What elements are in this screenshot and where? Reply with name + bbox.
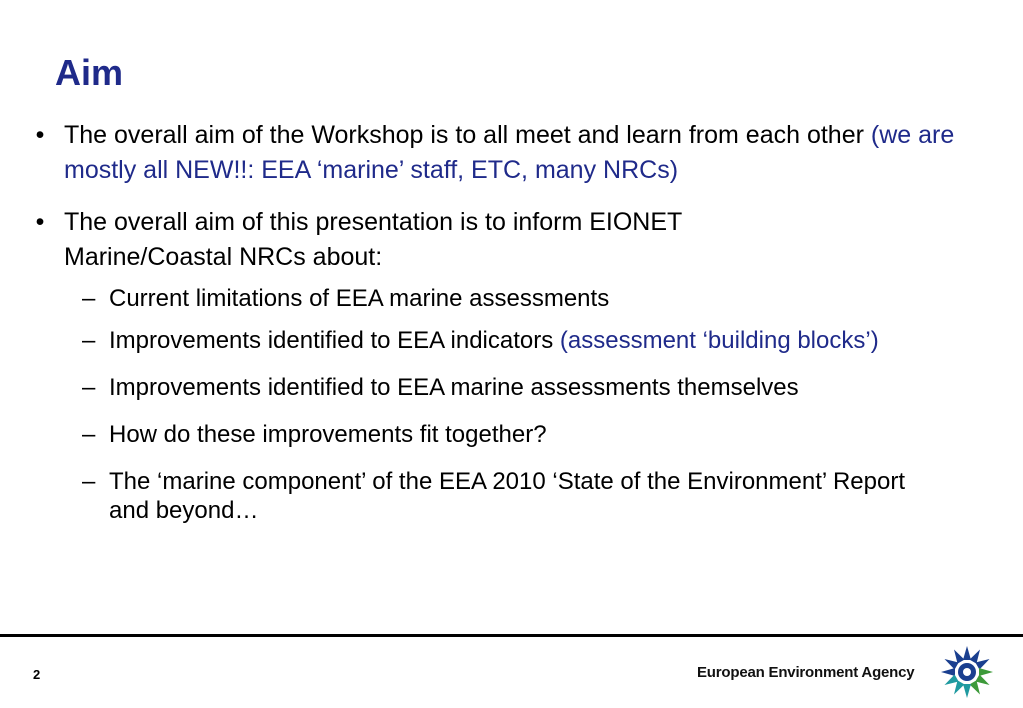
dash-icon: – bbox=[82, 285, 96, 312]
footer-divider bbox=[0, 634, 1023, 637]
bullet-text: The overall aim of the Workshop is to all meet and learn from each other bbox=[64, 121, 871, 149]
subbullet-text: Improvements identified to EEA indicators bbox=[109, 327, 560, 354]
bullet-text: The overall aim of this presentation is to inform EIONET Marine/Coastal NRCs about: bbox=[64, 208, 682, 271]
bullet-dot-icon: • bbox=[35, 121, 45, 149]
subbullet-item bbox=[30, 467, 939, 525]
dash-icon: – bbox=[82, 468, 96, 495]
bullet-dot-icon: • bbox=[35, 208, 45, 236]
subbullet-highlight: (assessment ‘building blocks’) bbox=[559, 327, 879, 354]
page-number: 2 bbox=[33, 667, 41, 682]
subbullet-text: Improvements identified to EEA marine assessments themselves bbox=[109, 374, 799, 401]
slide-title: Aim bbox=[55, 52, 124, 93]
subbullet-text: The ‘marine component’ of the EEA 2010 ‘State of the Environment’ Report and beyond… bbox=[109, 468, 906, 524]
dash-icon: – bbox=[82, 421, 96, 448]
subbullet-item bbox=[30, 373, 1000, 402]
bullet-item bbox=[30, 205, 844, 275]
subbullet-item bbox=[30, 284, 1000, 313]
eea-sun-logo-icon bbox=[936, 644, 998, 700]
subbullet-text: How do these improvements fit together? bbox=[109, 421, 547, 448]
subbullet-item bbox=[30, 326, 934, 355]
subbullet-text: Current limitations of EEA marine assessments bbox=[109, 285, 610, 312]
subbullet-item bbox=[30, 420, 1000, 449]
slide-content bbox=[30, 118, 1000, 543]
dash-icon: – bbox=[82, 327, 96, 354]
bullet-highlight: (we are mostly all NEW!!: EEA ‘marine’ staff, ETC, many NRCs) bbox=[64, 121, 955, 184]
agency-name: European Environment Agency bbox=[697, 664, 915, 681]
bullet-item bbox=[30, 118, 1000, 188]
dash-icon: – bbox=[82, 374, 96, 401]
